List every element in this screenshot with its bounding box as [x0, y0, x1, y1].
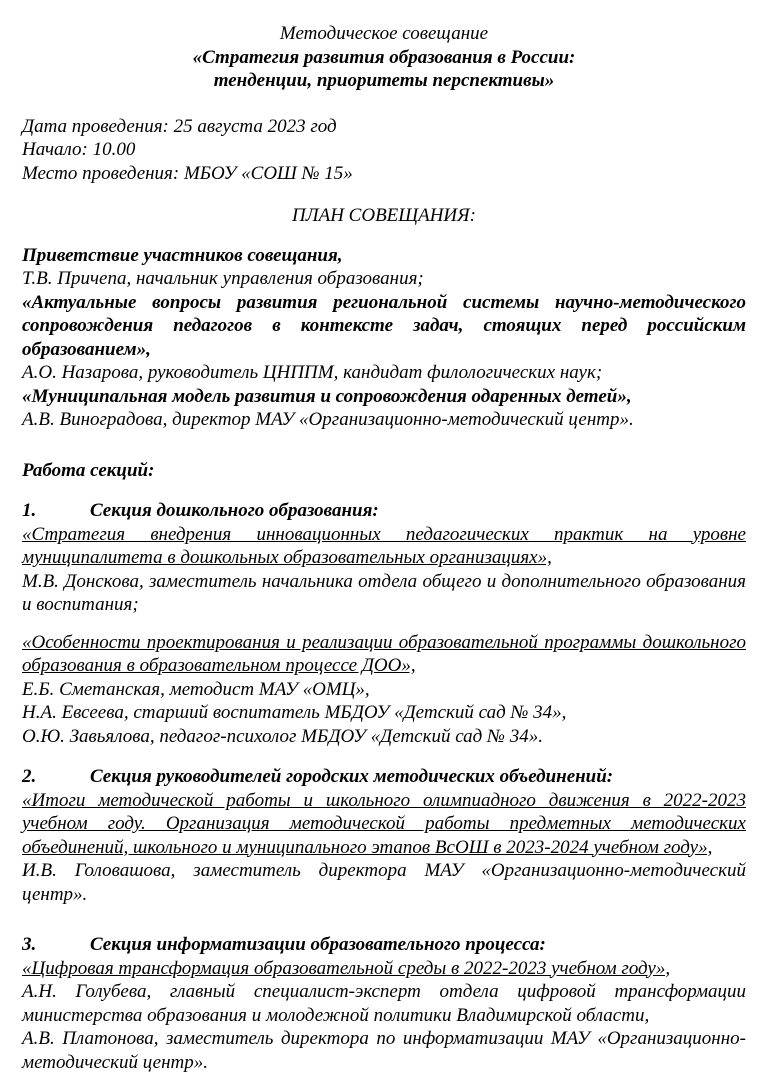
header-line-2: «Стратегия развития образования в России: — [192, 46, 576, 68]
topic-speaker: М.В. Донскова, заместитель начальника отдела общего и дополнительного образования и воспитания; — [22, 570, 746, 615]
section-2 — [22, 765, 746, 906]
plenary-speaker: А.В. Виноградова, директор МАУ «Организационно-методический центр». — [22, 409, 634, 430]
section-topic: «Итоги методической работы и школьного олимпиадного движения в 2022-2023 учебном году. Организация методической работы предметных методических объединений, школьного и муниципального этапов ВсОШ в 2023-2024 учебном году», — [22, 789, 746, 858]
section-number: 3. — [22, 934, 37, 955]
topic-speaker: А.Н. Голубева, главный специалист-эксперт отдела цифровой трансформации министерства образования и молодежной политики Владимирской области, — [22, 981, 746, 1026]
topic-speaker: О.Ю. Завьялова, педагог-психолог МБДОУ «Детский сад № 34». — [22, 725, 543, 747]
plenary-title: Приветствие участников совещания, — [22, 244, 343, 266]
section-topic: «Цифровая трансформация образовательной среды в 2022-2023 учебном году», — [22, 957, 671, 979]
topic-speaker: Е.Б. Сметанская, методист МАУ «ОМЦ», — [22, 678, 370, 700]
section-3 — [22, 933, 746, 1074]
plenary-speaker: А.О. Назарова, руководитель ЦНППМ, кандидат филологических наук; — [22, 362, 603, 383]
section-1 — [22, 499, 746, 748]
meeting-date: Дата проведения: 25 августа 2023 год — [22, 115, 337, 137]
plenary-title: «Актуальные вопросы развития региональной системы научно-методического сопровождения педагогов в контексте задач, стоящих перед российским образованием», — [22, 291, 746, 360]
plan-title: ПЛАН СОВЕЩАНИЯ: — [292, 205, 476, 226]
section-heading — [22, 499, 746, 523]
header-line-1: Методическое совещание — [279, 23, 489, 44]
section-number: 2. — [22, 766, 37, 787]
section-topic: «Особенности проектирования и реализации образовательной программы дошкольного образования в образовательном процессе ДОО», — [22, 631, 746, 676]
section-heading — [22, 765, 746, 789]
meeting-place: Место проведения: МБОУ «СОШ № 15» — [22, 162, 353, 184]
meeting-meta — [22, 115, 746, 186]
plenary-speaker: Т.В. Причепа, начальник управления образования; — [22, 268, 424, 289]
topic-speaker: А.В. Платонова, заместитель директора по информатизации МАУ «Организационно-методический центр». — [22, 1028, 746, 1073]
section-title: Секция руководителей городских методических объединений: — [90, 766, 614, 787]
sections-label: Работа секций: — [22, 459, 155, 481]
document-header — [22, 22, 746, 93]
section-number: 1. — [22, 500, 37, 521]
section-title: Секция информатизации образовательного процесса: — [90, 934, 546, 955]
plenary-title: «Муниципальная модель развития и сопровождения одаренных детей», — [22, 385, 632, 407]
plenary-block — [22, 244, 746, 432]
header-line-3: тенденции, приоритеты перспективы» — [213, 70, 555, 91]
topic-speaker: И.В. Головашова, заместитель директора МАУ «Организационно-методический центр». — [22, 860, 746, 905]
section-heading — [22, 933, 746, 957]
meeting-start: Начало: 10.00 — [22, 139, 136, 160]
section-topic: «Стратегия внедрения инновационных педагогических практик на уровне муниципалитета в дошкольных образовательных организациях», — [22, 523, 746, 568]
topic-speaker: Н.А. Евсеева, старший воспитатель МБДОУ «Детский сад № 34», — [22, 702, 567, 723]
section-title: Секция дошкольного образования: — [90, 500, 379, 521]
